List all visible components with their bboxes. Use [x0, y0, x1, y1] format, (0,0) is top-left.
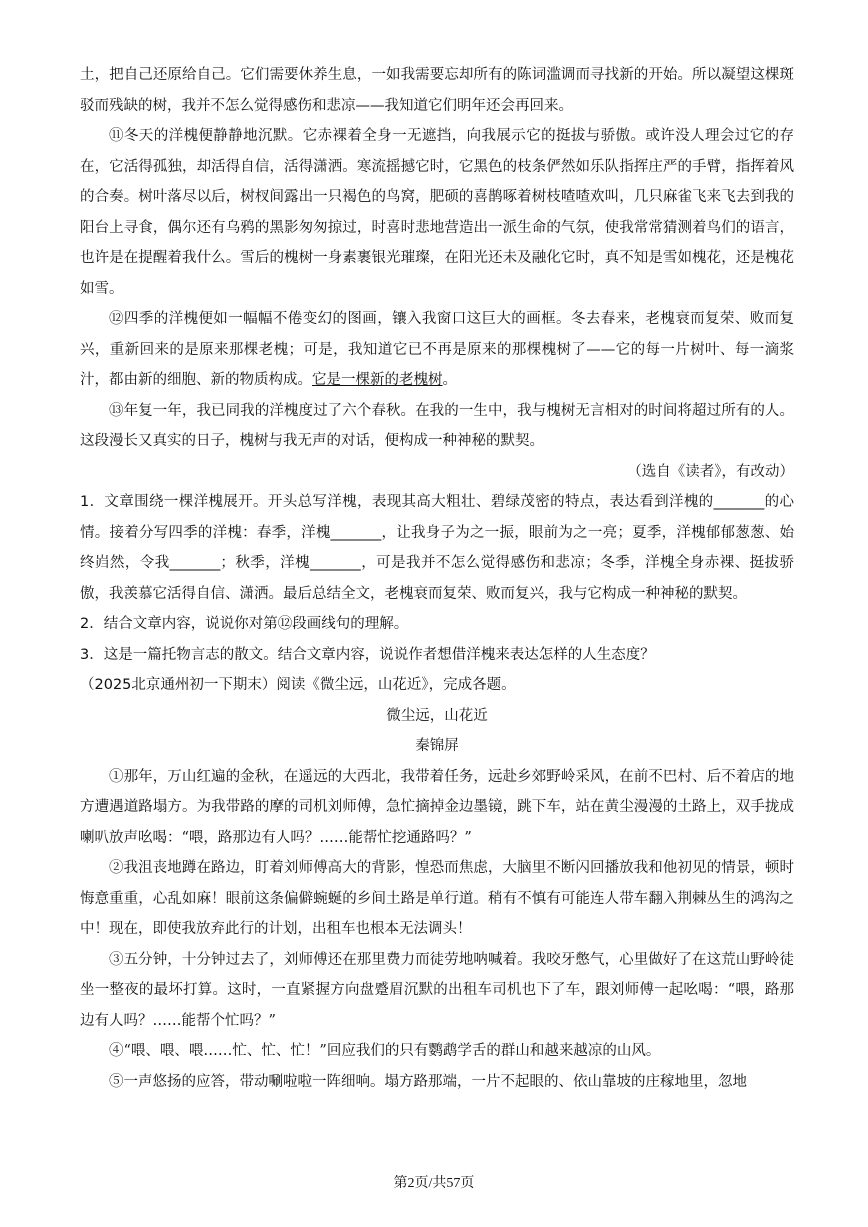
paragraph-12: [80, 304, 794, 396]
paragraph-13: ⑬年复一年，我已同我的洋槐度过了六个春秋。在我的一生中，我与槐树无言相对的时间将超过所有的人。这段漫长又真实的日子，槐树与我无声的对话，便构成一种神秘的默契。: [80, 402, 794, 449]
paragraph-12-text: ⑫四季的洋槐便如一幅幅不倦变幻的图画，镶入我窗口这巨大的画框。冬去春来，老槐衰而复荣、败而复兴，重新回来的是原来那棵老槐；可是，我知道它已不再是原来的那棵槐树了——它的每一片树叶、每一滴浆汁，都由新的细胞、新的物质构成。: [80, 311, 794, 388]
document-page: [80, 60, 794, 1097]
article-paragraph-2: ②我沮丧地蹲在路边，盯着刘师傅高大的背影，惶恐而焦虑，大脑里不断闪回播放我和他初见的情景，顿时悔意重重，心乱如麻！眼前这条偏僻蜿蜒的乡间土路是单行道。稍有不慎有可能连人带车翻入荆棘丛生的鸿沟之中！现在，即使我放弃此行的计划，出租车也根本无法调头！: [80, 860, 794, 937]
paragraph-11: ⑪冬天的洋槐便静静地沉默。它赤裸着全身一无遮挡，向我展示它的挺拔与骄傲。或许没人理会过它的存在，它活得孤独，却活得自信，活得潇洒。寒流摇撼它时，它黑色的枝条俨然如乐队指挥庄严的手臂，指挥着风的合奏。树叶落尽以后，树杈间露出一只褐色的鸟窝，肥硕的喜鹊啄着树枝喳喳欢叫，几只麻雀飞来飞去到我的阳台上寻食，偶尔还有乌鸦的黑影匆匆掠过，时喜时悲地营造出一派生命的气氛，使我常常猜测着鸟们的语言，也许是在提醒着我什么。雪后的槐树一身素裹银光璀璨，在阳光还未及融化它时，真不知是雪如槐花，还是槐花如雪。: [80, 128, 794, 297]
underlined-sentence: 它是一棵新的老槐树: [312, 372, 443, 388]
article-title: 微尘远，山花近: [386, 707, 488, 724]
question-1: 1．文章围绕一棵洋槐展开。开头总写洋槐，表现其高大粗壮、碧绿茂密的特点，表达看到洋槐的_______的心情。接着分写四季的洋槐：春季，洋槐_______，让我身子为之一振，眼前为之一亮；夏季，洋槐郁郁葱葱、始终岿然，令我_______；秋季，洋槐_______，可是我并不怎么觉得感伤和悲凉；冬季，洋槐全身赤裸、挺拔骄傲，我羡慕它活得自信、潇洒。最后总结全文，老槐衰而复荣、败而复兴，我与它构成一种神秘的默契。: [80, 494, 794, 602]
article-author: 秦锦屏: [415, 738, 459, 754]
page-number: 第2页/共57页: [393, 1176, 475, 1191]
paragraph-continued: 土，把自己还原给自己。它们需要休养生息，一如我需要忘却所有的陈词滥调而寻找新的开始。所以凝望这棵斑驳而残缺的树，我并不怎么觉得感伤和悲凉——我知道它们明年还会再回来。: [80, 67, 794, 114]
source-note: （选自《读者》，有改动）: [627, 463, 794, 480]
article-paragraph-1: ①那年，万山红遍的金秋，在遥远的大西北，我带着任务，远赴乡郊野岭采风，在前不巴村、后不着店的地方遭遇道路塌方。为我带路的摩的司机刘师傅，急忙摘掉金边墨镜，跳下车，站在黄尘漫漫的土路上，双手拢成喇叭放声吆喝：“喂，路那边有人吗？……能帮忙挖通路吗？”: [80, 768, 794, 846]
paragraph-12-end: 。: [442, 372, 457, 388]
article-paragraph-5: ⑤一声悠扬的应答，带动唰啦啦一阵细响。塌方路那端，一片不起眼的、依山靠坡的庄稼地里，忽地: [109, 1073, 747, 1090]
article-paragraph-4: ④“喂、喂、喂……忙、忙、忙！”回应我们的只有鹦鹉学舌的群山和越来越凉的山风。: [109, 1043, 661, 1059]
reading-intro: （2025北京通州初一下期末）阅读《微尘远，山花近》，完成各题。: [80, 677, 516, 693]
question-2: 2．结合文章内容，说说你对第⑫段画线句的理解。: [80, 616, 409, 632]
question-3: 3．这是一篇托物言志的散文。结合文章内容，说说作者想借洋槐来表达怎样的人生态度？: [80, 646, 655, 663]
article-paragraph-3: ③五分钟，十分钟过去了，刘师傅还在那里费力而徒劳地呐喊着。我咬牙憋气，心里做好了在这荒山野岭徒坐一整夜的最坏打算。这时，一直紧握方向盘蹙眉沉默的出租车司机也下了车，跟刘师傅一起吆喝：“喂，路那边有人吗？……能帮个忙吗？”: [80, 951, 794, 1029]
